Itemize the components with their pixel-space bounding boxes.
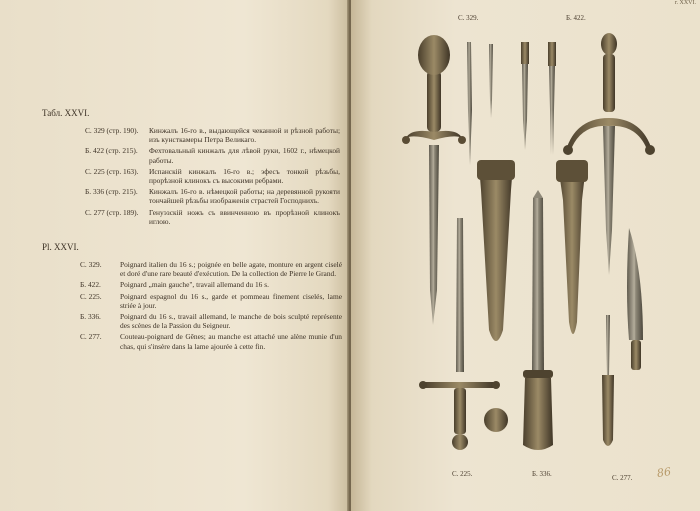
plate-label-c277: С. 277. <box>612 474 633 482</box>
plate-label-b336: Б. 336. <box>532 470 552 478</box>
entry-ref: С. 277. <box>80 332 102 342</box>
entry-text: Генуэзскій ножъ съ ввинченною въ прорѣзной клинокъ иглою. <box>149 207 340 226</box>
entries-list-ru <box>85 126 340 228</box>
list-item <box>80 332 342 350</box>
plate-label-c329: С. 329. <box>458 14 479 22</box>
entry-text: Poignard espagnol du 16 s., garde et pommeau finement ciselés, lame striée à jour. <box>120 291 342 310</box>
entry-ref: Б. 336 (стр. 215). <box>85 187 138 197</box>
list-item <box>85 187 340 205</box>
entry-ref: Б. 422 (стр. 215). <box>85 146 138 156</box>
small-tools-image <box>467 42 556 165</box>
dagger-c329-image <box>402 35 466 325</box>
plate-label-c225: С. 225. <box>452 470 473 478</box>
entry-text: Фехтовальный кинжалъ для лѣвой руки, 1602 г., нѣмецкой работы. <box>149 146 340 165</box>
plate-label-b422: Б. 422. <box>566 14 586 22</box>
corner-plate-mark: г. XXVI. <box>674 0 696 6</box>
list-item <box>85 126 340 144</box>
entry-ref: С. 329. <box>80 260 102 269</box>
sheath-image <box>556 160 588 334</box>
entry-text: Кинжалъ 16-го в., выдающейся чеканной и рѣзной работы; изъ кунсткамеры Петра Великаго. <box>149 126 340 145</box>
list-item <box>85 146 340 164</box>
list-item <box>85 167 340 185</box>
entry-ref: С. 277 (стр. 189). <box>85 207 139 217</box>
handwritten-page-number: 86 <box>656 465 672 480</box>
entries-list-fr <box>80 260 342 353</box>
entry-text: Couteau-poignard de Gênes; au manche est attaché une alène munie d'un chas, qui s'insère dans la lame ajourée à cette fin. <box>120 332 342 351</box>
scabbard-image <box>477 160 515 341</box>
list-item <box>80 292 342 310</box>
entry-ref: С. 225. <box>80 291 102 301</box>
list-item <box>80 280 342 289</box>
dagger-b336-image <box>523 190 553 450</box>
table-heading-ru: Табл. XXVI. <box>42 108 90 118</box>
entry-text: Кинжалъ 16-го в. нѣмецкой работы; на деревянной рукояти тончайшей рѣзьбы изображенія страстей Господнихъ. <box>149 187 340 206</box>
entry-text: Poignard italien du 16 s.; poignée en belle agate, monture en argent ciselé et doré d'une rare beauté d'exécution. De la collection de Pierre le Grand. <box>120 260 342 279</box>
entry-ref: С. 329 (стр. 190). <box>85 126 139 135</box>
left-page <box>0 0 349 511</box>
entry-ref: Б. 422. <box>80 280 101 290</box>
list-item <box>80 260 342 278</box>
entry-text: Испанскій кинжалъ 16-го в.; эфесъ тонкой рѣзьбы, прорѣзной клинокъ съ высокими ребрами. <box>149 166 340 186</box>
entry-ref: Б. 336. <box>80 312 101 322</box>
entry-text: Poignard du 16 s., travail allemand, le manche de bois sculpté représente des scènes de la Passion du Seigneur. <box>120 312 342 331</box>
entry-text: Poignard „main gauche", travail allemand du 16 s. <box>120 280 269 290</box>
dagger-plate-illustration <box>351 0 700 511</box>
list-item <box>80 312 342 330</box>
entry-ref: С. 225 (стр. 163). <box>85 166 139 176</box>
list-item <box>85 208 340 226</box>
plate-heading-fr: Pl. XXVI. <box>42 242 79 252</box>
